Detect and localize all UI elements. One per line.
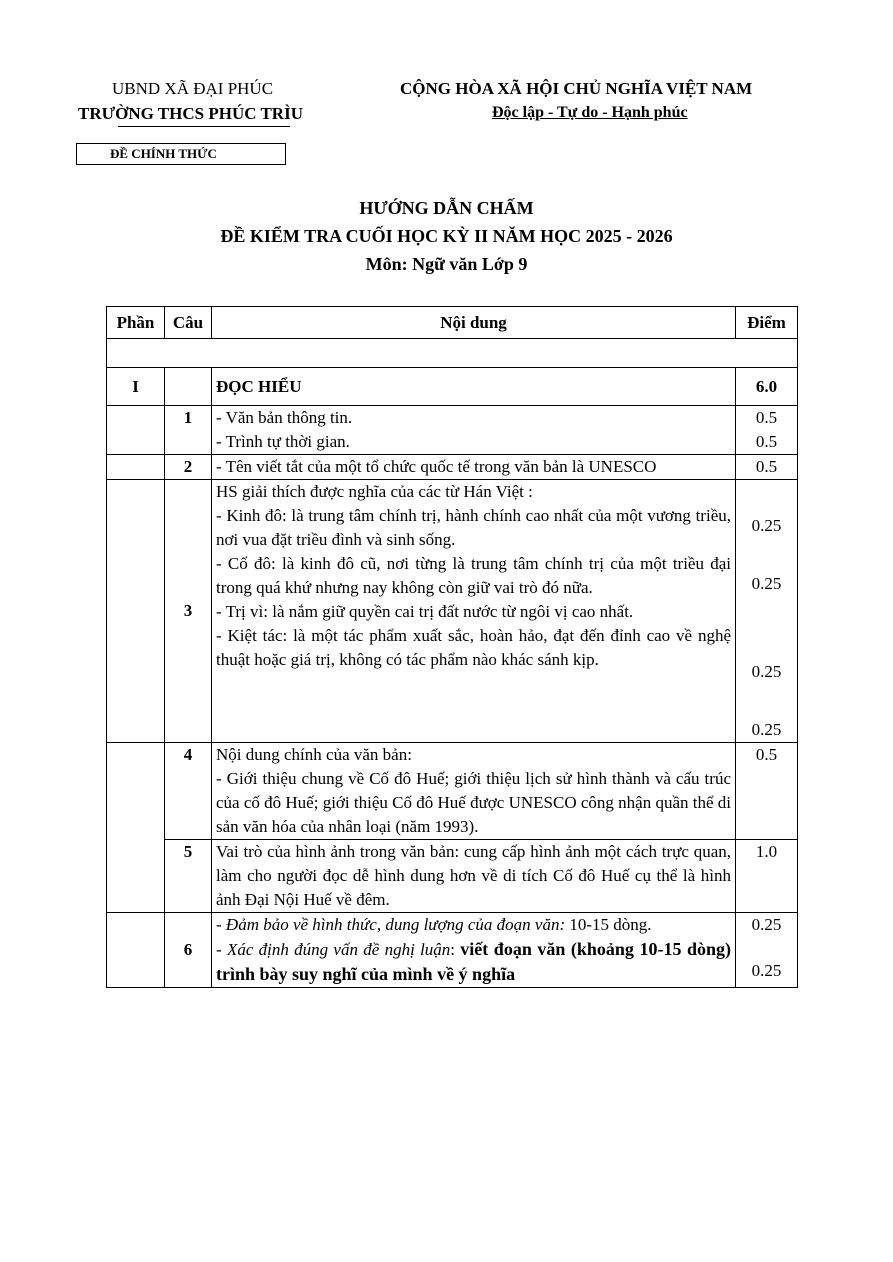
answer-line: - Văn bản thông tin. <box>216 408 353 427</box>
question-number: 2 <box>165 455 212 480</box>
score-value: 0.25 <box>751 915 782 934</box>
official-label: ĐỀ CHÍNH THỨC <box>110 146 217 161</box>
score-value: 0.25 <box>751 961 782 980</box>
section-part: I <box>107 368 165 406</box>
answer-item: - Giới thiệu chung về Cố đô Huế; giới thiệu lịch sử hình thành và cấu trúc của cố đô Huế; giới thiệu Cố đô Huế được UNESCO công nhận quần thể di sản văn hóa của nhân loại (năm 1993). <box>216 769 731 836</box>
section-title: ĐỌC HIỂU <box>212 368 736 406</box>
question-score <box>736 406 798 455</box>
question-row-4 <box>107 743 798 840</box>
question-score: 1.0 <box>736 840 798 913</box>
answer-item: - Kiệt tác: là một tác phẩm xuất sắc, hoàn hảo, đạt đến đỉnh cao về nghệ thuật hoặc giá trị, không có tác phẩm nào khác sánh kịp. <box>216 626 731 669</box>
title-line1: HƯỚNG DẪN CHẤM <box>359 198 534 218</box>
answer-item: - Kinh đô: là trung tâm chính trị, hành chính cao nhất của một vương triều, nơi vua đặt triều đình và sinh sống. <box>216 506 731 549</box>
header-left-line2: TRƯỜNG THCS PHÚC TRÌU <box>78 104 303 123</box>
question-content: Vai trò của hình ảnh trong văn bản: cung cấp hình ảnh một cách trực quan, làm cho người đọc dễ hình dung hơn về di tích Cố đô Huế cụ thể là hình ảnh Đại Nội Huế về đêm. <box>212 840 736 913</box>
question-number: 6 <box>165 913 212 988</box>
question-row-5 <box>107 840 798 913</box>
question-number: 3 <box>165 480 212 743</box>
part-cell <box>107 455 165 480</box>
answer-line: - Trình tự thời gian. <box>216 432 350 451</box>
score-value: 0.25 <box>751 574 782 593</box>
answer-item: - Cố đô: là kinh đô cũ, nơi từng là trung tâm chính trị của một triều đại trong quá khứ nhưng nay không còn giữ vai trò đó nữa. <box>216 554 731 597</box>
official-label-box <box>76 143 286 165</box>
part-cell <box>107 913 165 988</box>
header-content: Nội dung <box>212 307 736 339</box>
school-underline <box>118 126 290 127</box>
section-empty <box>165 368 212 406</box>
criterion-label: - Đảm bảo về hình thức, dung lượng của đoạn văn: <box>216 915 566 934</box>
score-value: 0.5 <box>755 432 778 451</box>
criterion-separator: : <box>450 940 461 959</box>
question-score <box>736 913 798 988</box>
header-score: Điểm <box>736 307 798 339</box>
question-row-3 <box>107 480 798 743</box>
header-right-line2: Độc lập - Tự do - Hạnh phúc <box>492 104 688 121</box>
question-score: 0.5 <box>736 743 798 840</box>
criterion-label: - Xác định đúng vấn đề nghị luận <box>216 940 451 959</box>
title-line3: Môn: Ngữ văn Lớp 9 <box>365 254 528 274</box>
score-value: 0.5 <box>755 408 778 427</box>
answer-item <box>216 937 731 987</box>
answer-item: - Trị vì: là nắm giữ quyền cai trị đất nước từ ngôi vị cao nhất. <box>216 602 634 621</box>
question-content: - Tên viết tắt của một tổ chức quốc tế trong văn bản là UNESCO <box>212 455 736 480</box>
question-row-2 <box>107 455 798 480</box>
section-row <box>107 368 798 406</box>
score-value: 0.25 <box>751 662 782 681</box>
header-right-line1: CỘNG HÒA XÃ HỘI CHỦ NGHĨA VIỆT NAM <box>400 79 753 98</box>
part-cell <box>107 406 165 455</box>
part-cell <box>107 743 165 913</box>
table-header-row <box>107 307 798 339</box>
header-part: Phần <box>107 307 165 339</box>
question-content <box>212 913 736 988</box>
section-score: 6.0 <box>736 368 798 406</box>
score-value: 0.25 <box>751 720 782 739</box>
criterion-text: 10-15 dòng. <box>565 915 652 934</box>
header-left-line1: UBND XÃ ĐẠI PHÚC <box>112 79 274 98</box>
question-content <box>212 743 736 840</box>
question-number: 4 <box>165 743 212 840</box>
header-question: Câu <box>165 307 212 339</box>
question-content <box>212 480 736 743</box>
blank-cell <box>107 339 798 368</box>
grading-table <box>106 306 798 988</box>
question-content <box>212 406 736 455</box>
title-line2: ĐỀ KIỂM TRA CUỐI HỌC KỲ II NĂM HỌC 2025 - 2026 <box>220 226 673 246</box>
answer-intro: Nội dung chính của văn bản: <box>216 745 412 764</box>
criterion-text: viết đoạn văn (khoảng 10-15 dòng) trình bày suy nghĩ của mình về ý nghĩa <box>216 939 731 984</box>
question-score <box>736 480 798 743</box>
question-row-6 <box>107 913 798 988</box>
question-row-1 <box>107 406 798 455</box>
answer-item <box>216 913 731 937</box>
answer-intro: HS giải thích được nghĩa của các từ Hán Việt : <box>216 482 533 501</box>
score-value: 0.25 <box>751 516 782 535</box>
question-number: 5 <box>165 840 212 913</box>
blank-row <box>107 339 798 368</box>
question-score: 0.5 <box>736 455 798 480</box>
part-cell <box>107 480 165 743</box>
question-number: 1 <box>165 406 212 455</box>
